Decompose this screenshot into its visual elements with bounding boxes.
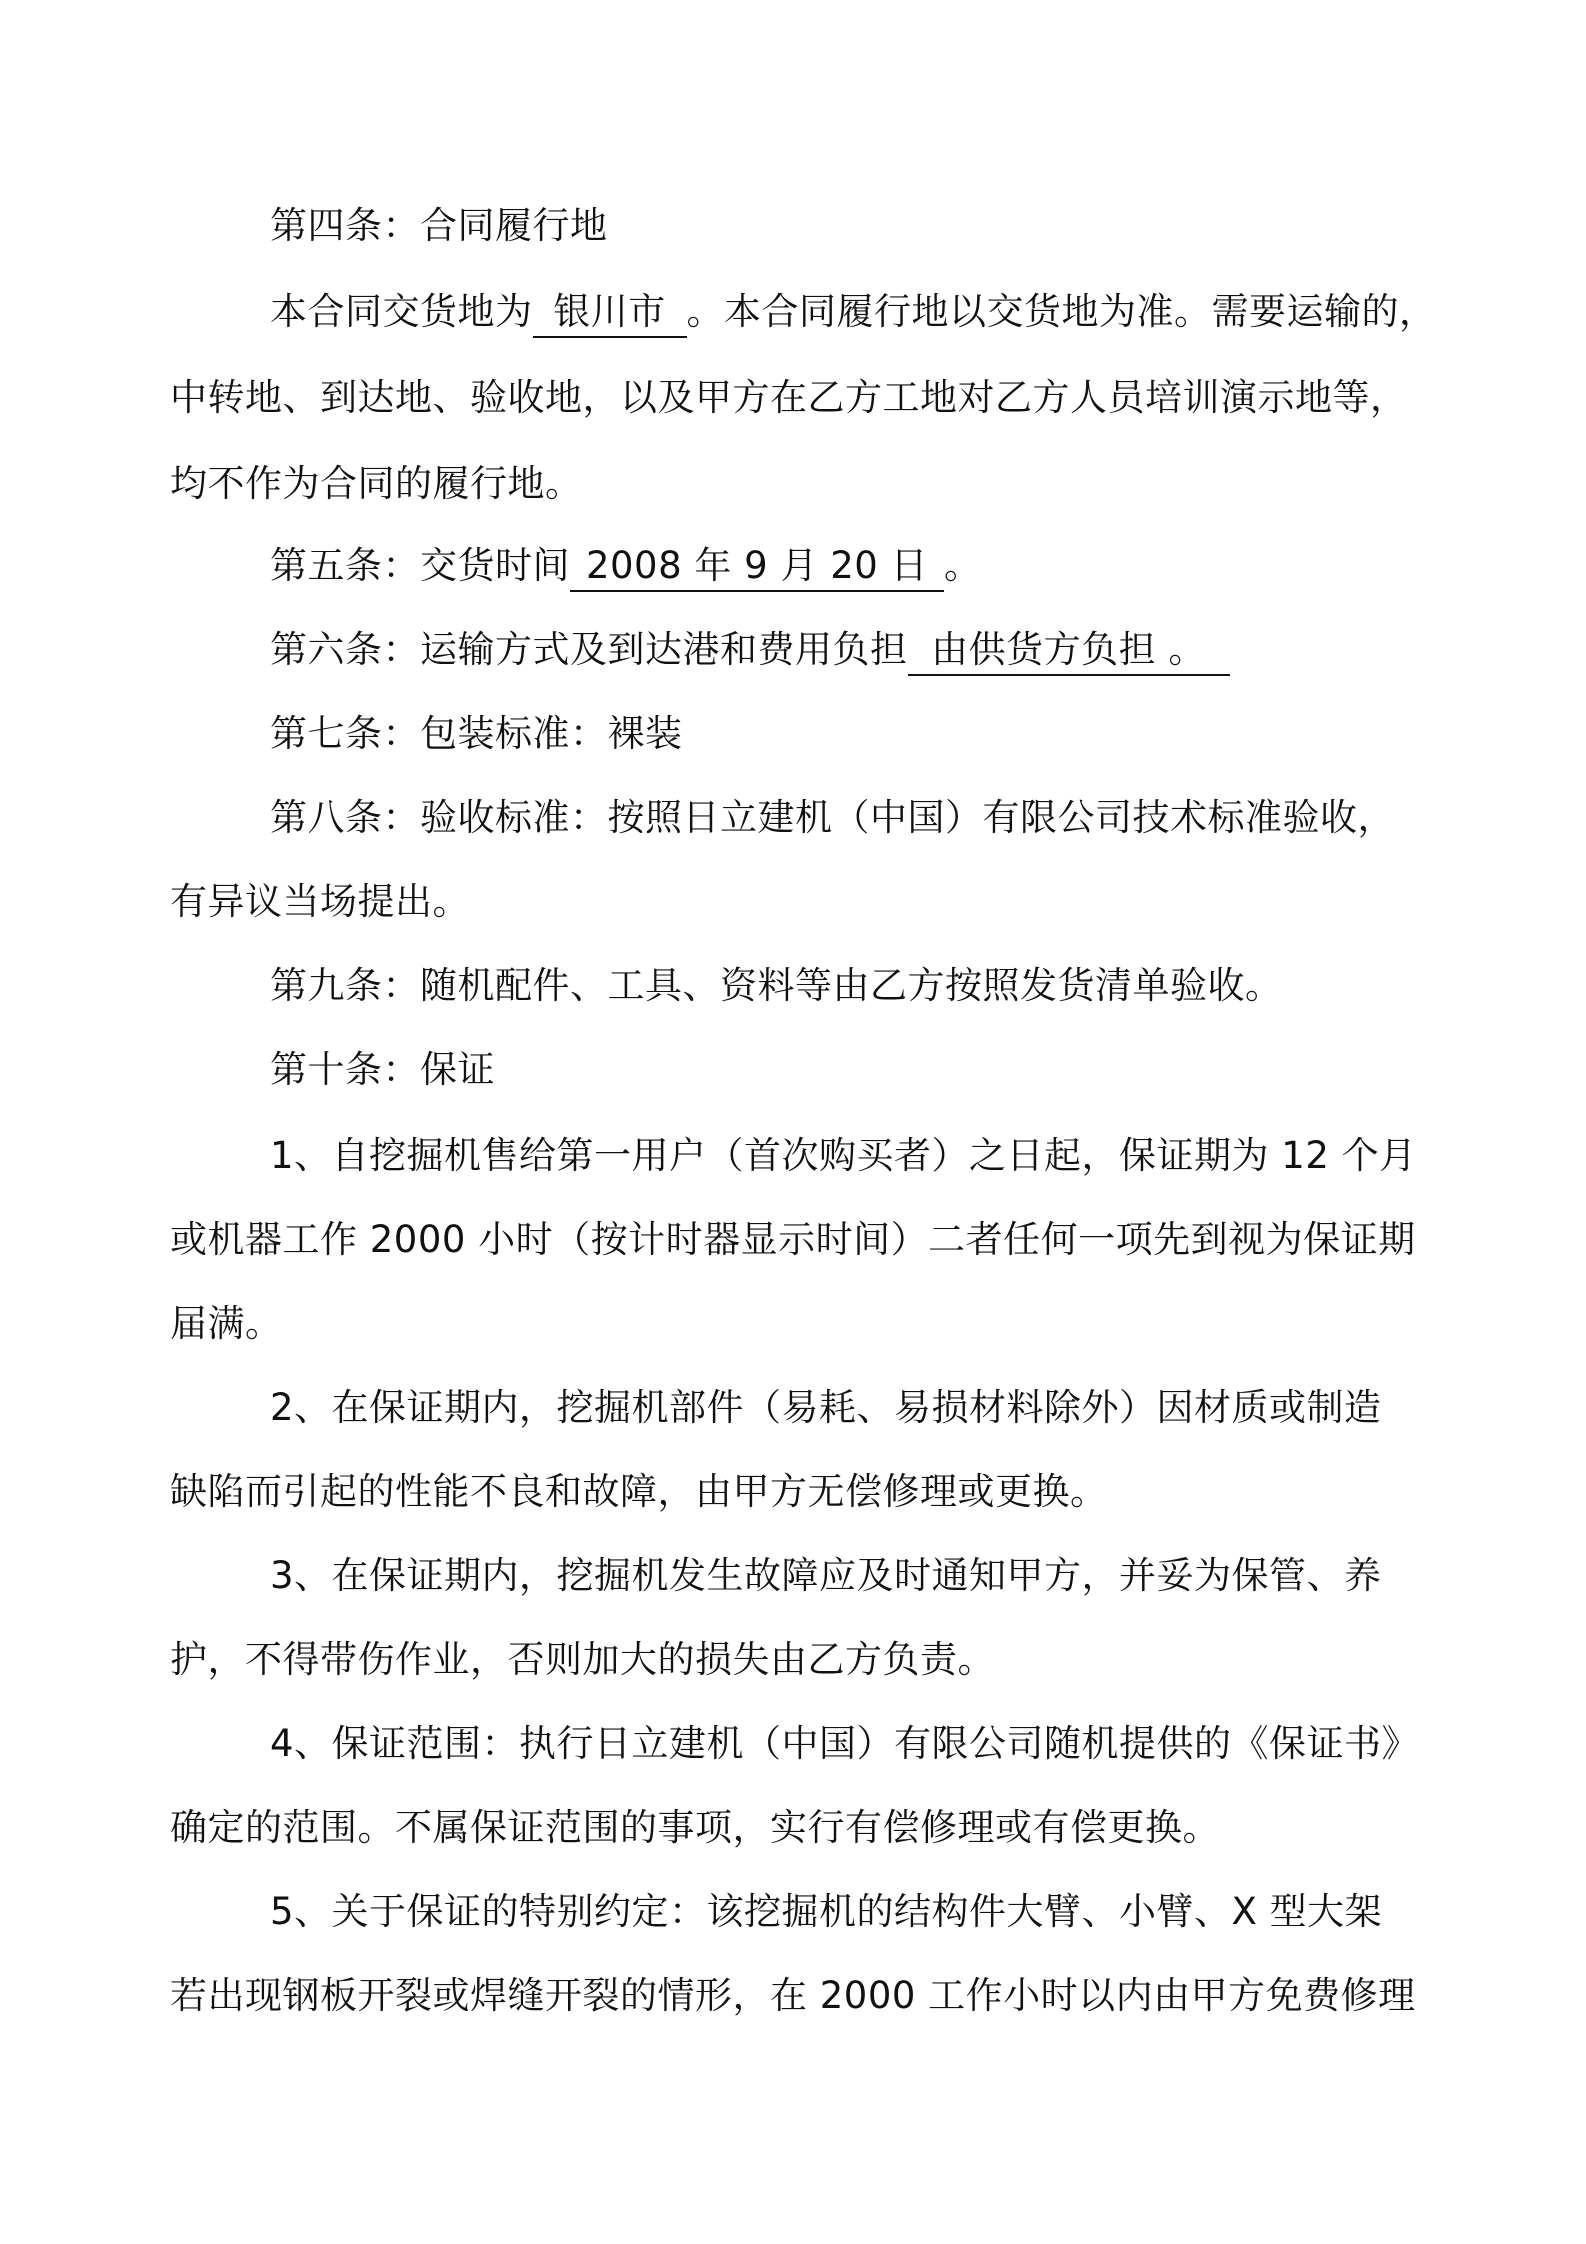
article-10-title: 第十条：保证	[270, 1048, 495, 1091]
article-4-paragraph-line-3: 均不作为合同的履行地。	[170, 462, 583, 505]
item-2-line-1: 2、在保证期内，挖掘机部件（易耗、易损材料除外）因材质或制造	[270, 1386, 1382, 1429]
item-2-line-2: 缺陷而引起的性能不良和故障，由甲方无偿修理或更换。	[170, 1470, 1108, 1513]
text-segment: 。本合同履行地以交货地为准。需要运输的，	[686, 290, 1437, 333]
article-4-paragraph-line-2: 中转地、到达地、验收地，以及甲方在乙方工地对乙方人员培训演示地等，	[170, 376, 1408, 419]
item-5-line-2: 若出现钢板开裂或焊缝开裂的情形，在 2000 工作小时以内由甲方免费修理	[170, 1974, 1416, 2017]
text-segment: 第五条：交货时间	[270, 544, 570, 587]
fill-in-blank-freight-bearer: 由供货方负担 。	[908, 626, 1230, 676]
article-8-line-2: 有异议当场提出。	[170, 880, 470, 923]
item-4-line-2: 确定的范围。不属保证范围的事项，实行有偿修理或有偿更换。	[170, 1806, 1220, 1849]
text-segment: 。	[944, 544, 982, 587]
article-5-delivery-time	[270, 540, 982, 592]
item-1-line-1: 1、自挖掘机售给第一用户（首次购买者）之日起，保证期为 12 个月	[270, 1134, 1417, 1177]
item-1-line-2: 或机器工作 2000 小时（按计时器显示时间）二者任何一项先到视为保证期	[170, 1218, 1416, 1261]
text-segment: 第六条：运输方式及到达港和费用负担	[270, 628, 908, 671]
article-4-paragraph-line-1	[270, 286, 1437, 338]
fill-in-blank-delivery-date: 2008 年 9 月 20 日	[570, 542, 944, 592]
article-9: 第九条：随机配件、工具、资料等由乙方按照发货清单验收。	[270, 964, 1283, 1007]
article-7-packaging: 第七条：包装标准：裸装	[270, 712, 683, 755]
text-segment: 本合同交货地为	[270, 290, 533, 333]
item-1-line-3: 届满。	[170, 1302, 283, 1345]
item-4-line-1: 4、保证范围：执行日立建机（中国）有限公司随机提供的《保证书》	[270, 1722, 1420, 1765]
item-5-line-1: 5、关于保证的特别约定：该挖掘机的结构件大臂、小臂、X 型大架	[270, 1890, 1383, 1933]
article-8-line-1: 第八条：验收标准：按照日立建机（中国）有限公司技术标准验收，	[270, 796, 1395, 839]
item-3-line-2: 护，不得带伤作业，否则加大的损失由乙方负责。	[170, 1638, 995, 1681]
item-3-line-1: 3、在保证期内，挖掘机发生故障应及时通知甲方，并妥为保管、养	[270, 1554, 1382, 1597]
fill-in-blank-delivery-place: 银川市	[533, 288, 687, 338]
article-6-transport	[270, 624, 1230, 676]
article-4-title: 第四条：合同履行地	[270, 204, 608, 247]
